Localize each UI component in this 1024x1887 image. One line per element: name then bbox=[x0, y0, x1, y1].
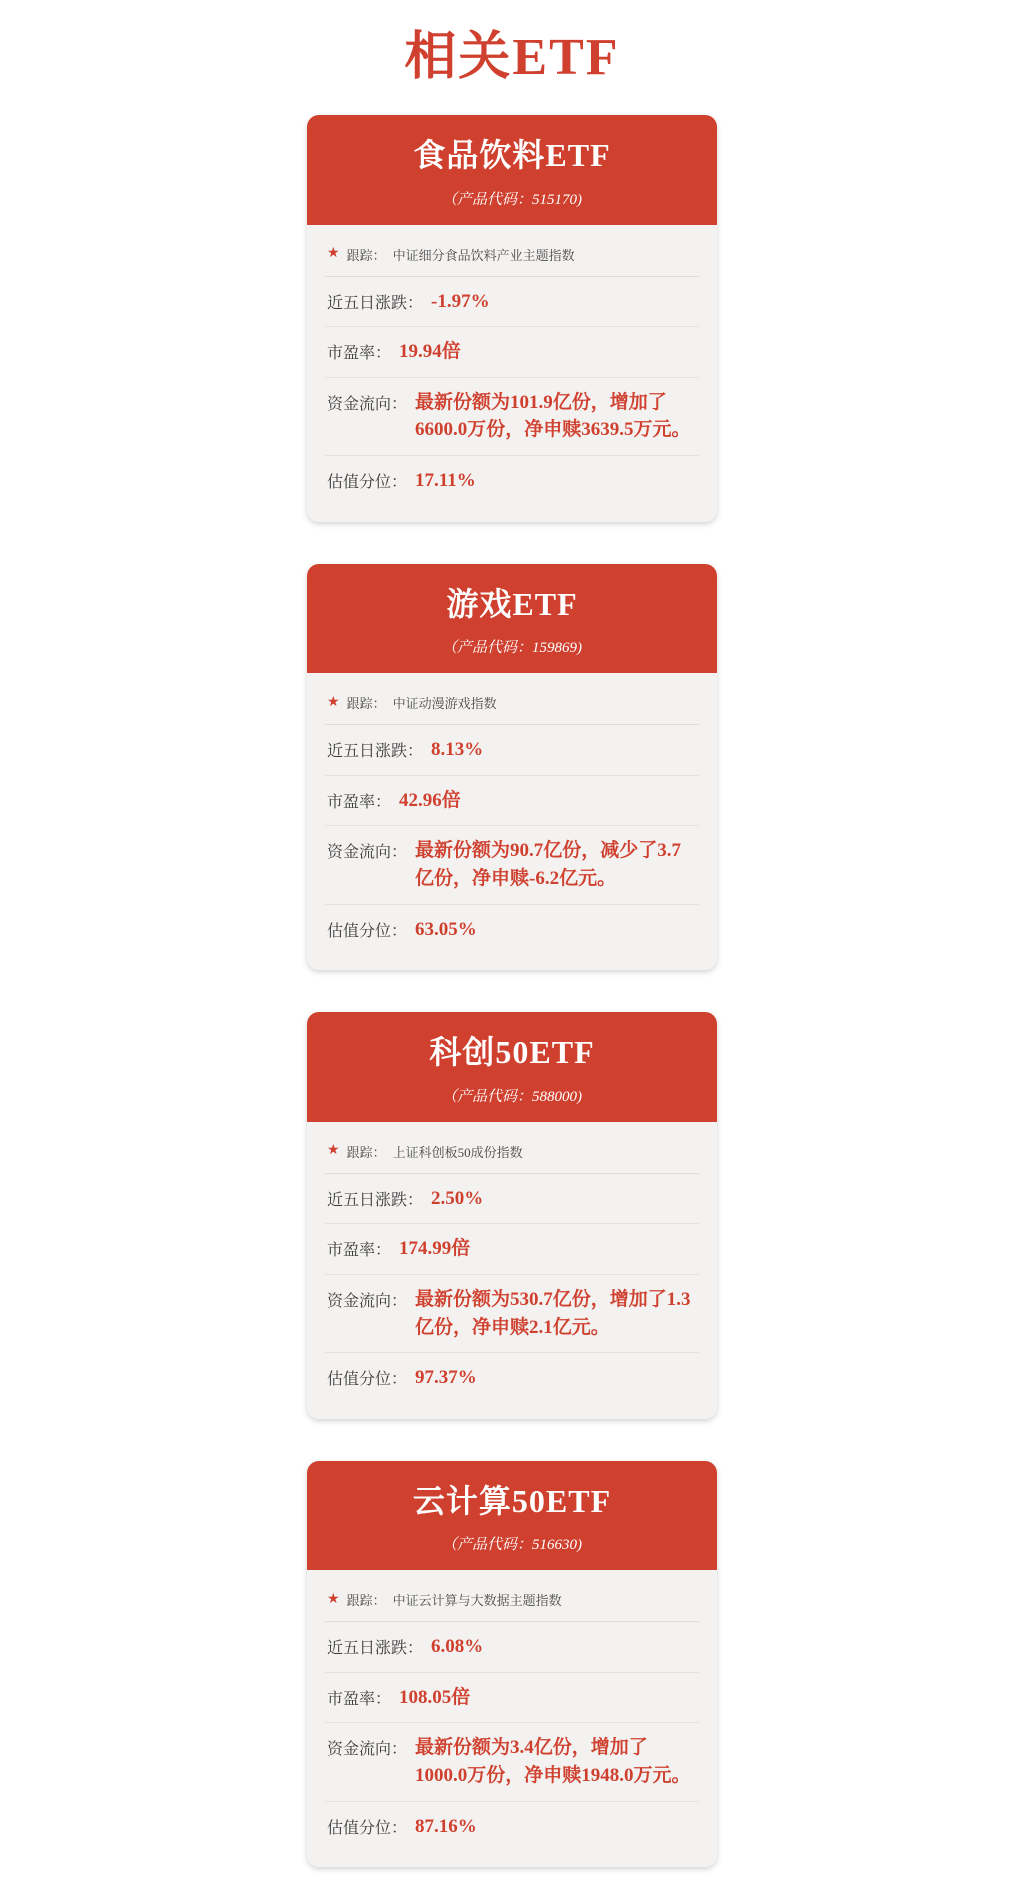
etf-track-label: 跟踪： bbox=[346, 696, 386, 712]
etf-card-header bbox=[307, 1461, 717, 1571]
etf-change5d-label: 近五日涨跌： bbox=[327, 294, 424, 312]
etf-change5d-row bbox=[325, 1622, 699, 1673]
etf-valuation-row bbox=[325, 456, 699, 506]
etf-pe-value: 42.96倍 bbox=[399, 789, 461, 811]
etf-flow-value: 最新份额为530.7亿份，增加了1.3亿份，净申赎2.1亿元。 bbox=[415, 1288, 691, 1338]
etf-change5d-row bbox=[325, 725, 699, 776]
etf-card-header bbox=[307, 1012, 717, 1122]
etf-track-row bbox=[325, 239, 699, 276]
etf-card-body bbox=[307, 1570, 717, 1867]
etf-card-body bbox=[307, 225, 717, 522]
etf-code: （产品代码：588000) bbox=[442, 1088, 582, 1105]
etf-card-header bbox=[307, 115, 717, 225]
etf-flow-label: 资金流向： bbox=[327, 844, 408, 862]
etf-name: 科创50ETF bbox=[429, 1034, 595, 1071]
star-icon: ★ bbox=[327, 246, 340, 262]
etf-pe-value: 108.05倍 bbox=[399, 1686, 471, 1708]
etf-track-row bbox=[325, 687, 699, 724]
etf-name: 云计算50ETF bbox=[412, 1482, 612, 1519]
etf-name: 食品饮料ETF bbox=[413, 137, 611, 173]
etf-valuation-label: 估值分位： bbox=[327, 922, 408, 940]
etf-valuation-label: 估值分位： bbox=[327, 473, 408, 491]
etf-change5d-value: 2.50% bbox=[431, 1187, 484, 1209]
page-title: 相关ETF bbox=[404, 29, 620, 86]
etf-flow-row bbox=[325, 1723, 699, 1801]
etf-card-header bbox=[307, 564, 717, 674]
etf-change5d-value: 8.13% bbox=[431, 739, 484, 761]
etf-pe-row bbox=[325, 1224, 699, 1275]
etf-track-value: 上证科创板50成份指数 bbox=[392, 1144, 523, 1160]
etf-flow-row bbox=[325, 826, 699, 904]
etf-track-value: 中证细分食品饮料产业主题指数 bbox=[392, 247, 575, 263]
etf-valuation-value: 17.11% bbox=[415, 469, 476, 491]
etf-valuation-value: 97.37% bbox=[415, 1367, 477, 1389]
etf-change5d-label: 近五日涨跌： bbox=[327, 1191, 424, 1209]
etf-code: （产品代码：159869) bbox=[442, 640, 582, 657]
etf-change5d-row bbox=[325, 1174, 699, 1225]
etf-card-body bbox=[307, 673, 717, 970]
etf-card[interactable] bbox=[307, 115, 717, 522]
etf-valuation-value: 87.16% bbox=[415, 1815, 477, 1837]
etf-change5d-label: 近五日涨跌： bbox=[327, 1640, 424, 1658]
etf-track-label: 跟踪： bbox=[346, 247, 386, 263]
etf-pe-value: 19.94倍 bbox=[399, 341, 461, 363]
etf-card-grid bbox=[0, 115, 1024, 1867]
etf-pe-row bbox=[325, 1673, 699, 1724]
etf-flow-label: 资金流向： bbox=[327, 1292, 408, 1310]
etf-flow-value: 最新份额为101.9亿份，增加了6600.0万份，净申赎3639.5万元。 bbox=[415, 391, 691, 441]
etf-track-label: 跟踪： bbox=[346, 1144, 386, 1160]
etf-valuation-row bbox=[325, 905, 699, 955]
etf-track-value: 中证云计算与大数据主题指数 bbox=[392, 1593, 562, 1609]
etf-card[interactable] bbox=[307, 1012, 717, 1419]
etf-card-body bbox=[307, 1122, 717, 1419]
etf-valuation-label: 估值分位： bbox=[327, 1371, 408, 1389]
etf-page bbox=[0, 14, 1024, 1887]
etf-flow-value: 最新份额为90.7亿份，减少了3.7亿份，净申赎-6.2亿元。 bbox=[415, 840, 682, 889]
etf-change5d-label: 近五日涨跌： bbox=[327, 743, 424, 761]
star-icon: ★ bbox=[327, 1143, 340, 1159]
etf-pe-label: 市盈率： bbox=[327, 345, 392, 363]
etf-pe-label: 市盈率： bbox=[327, 1242, 392, 1260]
etf-card[interactable] bbox=[307, 564, 717, 971]
etf-valuation-label: 估值分位： bbox=[327, 1819, 408, 1837]
etf-track-value: 中证动漫游戏指数 bbox=[392, 696, 497, 712]
etf-card[interactable] bbox=[307, 1461, 717, 1868]
etf-flow-row bbox=[325, 378, 699, 456]
etf-pe-row bbox=[325, 327, 699, 378]
etf-code: （产品代码：515170) bbox=[442, 191, 582, 208]
etf-change5d-row bbox=[325, 277, 699, 328]
etf-pe-row bbox=[325, 776, 699, 827]
etf-valuation-row bbox=[325, 1802, 699, 1852]
etf-flow-label: 资金流向： bbox=[327, 395, 408, 413]
etf-flow-row bbox=[325, 1275, 699, 1353]
etf-change5d-value: 6.08% bbox=[431, 1636, 484, 1658]
etf-code: （产品代码：516630) bbox=[442, 1537, 582, 1554]
etf-flow-value: 最新份额为3.4亿份，增加了1000.0万份，净申赎1948.0万元。 bbox=[415, 1737, 691, 1787]
etf-valuation-row bbox=[325, 1353, 699, 1403]
star-icon: ★ bbox=[327, 694, 340, 710]
etf-track-label: 跟踪： bbox=[346, 1593, 386, 1609]
etf-valuation-value: 63.05% bbox=[415, 918, 477, 940]
etf-name: 游戏ETF bbox=[446, 585, 578, 622]
etf-pe-label: 市盈率： bbox=[327, 793, 392, 811]
etf-flow-label: 资金流向： bbox=[327, 1741, 408, 1759]
etf-change5d-value: -1.97% bbox=[431, 290, 490, 312]
etf-pe-value: 174.99倍 bbox=[399, 1238, 471, 1260]
etf-track-row bbox=[325, 1136, 699, 1173]
etf-pe-label: 市盈率： bbox=[327, 1690, 392, 1708]
star-icon: ★ bbox=[327, 1591, 340, 1607]
etf-track-row bbox=[325, 1584, 699, 1621]
